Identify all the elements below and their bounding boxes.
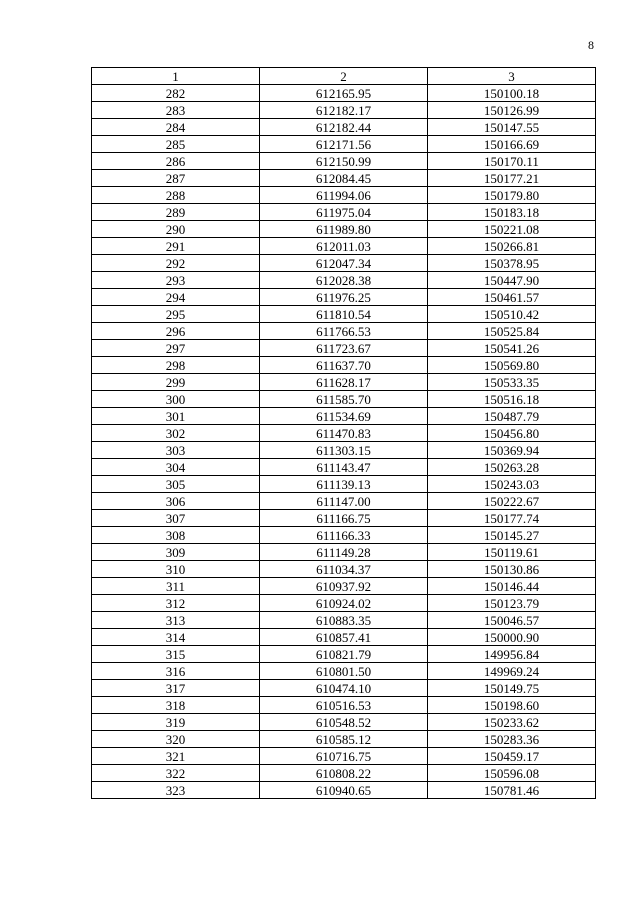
table-row — [92, 476, 596, 493]
table-cell: 150243.03 — [428, 476, 596, 493]
table-cell: 317 — [92, 680, 260, 697]
table-cell: 284 — [92, 119, 260, 136]
table-cell: 309 — [92, 544, 260, 561]
table-cell: 150170.11 — [428, 153, 596, 170]
table-cell: 150177.21 — [428, 170, 596, 187]
table-cell: 287 — [92, 170, 260, 187]
table-cell: 150456.80 — [428, 425, 596, 442]
table-cell: 612182.44 — [260, 119, 428, 136]
table-cell: 612150.99 — [260, 153, 428, 170]
table-cell: 611143.47 — [260, 459, 428, 476]
table-cell: 610585.12 — [260, 731, 428, 748]
table-cell: 299 — [92, 374, 260, 391]
table-cell: 310 — [92, 561, 260, 578]
table-row — [92, 578, 596, 595]
table-cell: 150100.18 — [428, 85, 596, 102]
table-cell: 150263.28 — [428, 459, 596, 476]
table-cell: 611994.06 — [260, 187, 428, 204]
table-cell: 612182.17 — [260, 102, 428, 119]
table-cell: 610924.02 — [260, 595, 428, 612]
table-cell: 150459.17 — [428, 748, 596, 765]
table-cell: 150119.61 — [428, 544, 596, 561]
table-cell: 611810.54 — [260, 306, 428, 323]
table-cell: 611166.33 — [260, 527, 428, 544]
table-row — [92, 459, 596, 476]
table-cell: 306 — [92, 493, 260, 510]
table-row — [92, 272, 596, 289]
table-cell: 611470.83 — [260, 425, 428, 442]
table-cell: 150378.95 — [428, 255, 596, 272]
table-cell: 150130.86 — [428, 561, 596, 578]
table-cell: 612165.95 — [260, 85, 428, 102]
table-cell: 150510.42 — [428, 306, 596, 323]
table-cell: 150179.80 — [428, 187, 596, 204]
table-cell: 150596.08 — [428, 765, 596, 782]
table-cell: 150569.80 — [428, 357, 596, 374]
table-row — [92, 221, 596, 238]
table-cell: 612171.56 — [260, 136, 428, 153]
table-row — [92, 408, 596, 425]
table-cell: 285 — [92, 136, 260, 153]
table-cell: 286 — [92, 153, 260, 170]
table-row — [92, 527, 596, 544]
column-header: 1 — [92, 68, 260, 85]
table-cell: 610857.41 — [260, 629, 428, 646]
table-cell: 150146.44 — [428, 578, 596, 595]
table-cell: 150046.57 — [428, 612, 596, 629]
table-row — [92, 493, 596, 510]
table-cell: 612047.34 — [260, 255, 428, 272]
table-cell: 150123.79 — [428, 595, 596, 612]
table-cell: 150222.67 — [428, 493, 596, 510]
table-cell: 610474.10 — [260, 680, 428, 697]
table-cell: 303 — [92, 442, 260, 459]
table-cell: 311 — [92, 578, 260, 595]
table-cell: 610808.22 — [260, 765, 428, 782]
table-cell: 312 — [92, 595, 260, 612]
table-cell: 611975.04 — [260, 204, 428, 221]
table-cell: 610937.92 — [260, 578, 428, 595]
table-row — [92, 102, 596, 119]
table-cell: 297 — [92, 340, 260, 357]
table-cell: 611166.75 — [260, 510, 428, 527]
table-row — [92, 561, 596, 578]
table-cell: 150369.94 — [428, 442, 596, 459]
table-cell: 611976.25 — [260, 289, 428, 306]
table-row — [92, 306, 596, 323]
table-row — [92, 323, 596, 340]
table-cell: 612028.38 — [260, 272, 428, 289]
table-cell: 610548.52 — [260, 714, 428, 731]
table-cell: 150147.55 — [428, 119, 596, 136]
table-cell: 611989.80 — [260, 221, 428, 238]
table-row — [92, 782, 596, 799]
table-cell: 150541.26 — [428, 340, 596, 357]
table-header-row — [92, 68, 596, 85]
table-cell: 318 — [92, 697, 260, 714]
coordinates-table — [91, 67, 596, 799]
table-cell: 611149.28 — [260, 544, 428, 561]
table-cell: 302 — [92, 425, 260, 442]
table-cell: 308 — [92, 527, 260, 544]
table-cell: 150233.62 — [428, 714, 596, 731]
table-cell: 150781.46 — [428, 782, 596, 799]
table-row — [92, 289, 596, 306]
table-cell: 316 — [92, 663, 260, 680]
table-row — [92, 595, 596, 612]
table-cell: 150487.79 — [428, 408, 596, 425]
column-header: 2 — [260, 68, 428, 85]
table-row — [92, 646, 596, 663]
table-cell: 610716.75 — [260, 748, 428, 765]
table-cell: 149956.84 — [428, 646, 596, 663]
table-row — [92, 442, 596, 459]
table-cell: 298 — [92, 357, 260, 374]
table-row — [92, 714, 596, 731]
table-cell: 313 — [92, 612, 260, 629]
table-cell: 292 — [92, 255, 260, 272]
table-cell: 610940.65 — [260, 782, 428, 799]
table-cell: 150000.90 — [428, 629, 596, 646]
table-cell: 300 — [92, 391, 260, 408]
table-cell: 305 — [92, 476, 260, 493]
table-row — [92, 544, 596, 561]
table-cell: 319 — [92, 714, 260, 731]
table-cell: 150198.60 — [428, 697, 596, 714]
table-cell: 296 — [92, 323, 260, 340]
table-row — [92, 204, 596, 221]
table-cell: 150166.69 — [428, 136, 596, 153]
table-cell: 150447.90 — [428, 272, 596, 289]
table-cell: 150266.81 — [428, 238, 596, 255]
table-cell: 150183.18 — [428, 204, 596, 221]
table-cell: 288 — [92, 187, 260, 204]
table-row — [92, 663, 596, 680]
table-cell: 282 — [92, 85, 260, 102]
table-row — [92, 748, 596, 765]
table-cell: 612084.45 — [260, 170, 428, 187]
table-cell: 321 — [92, 748, 260, 765]
table-cell: 304 — [92, 459, 260, 476]
table-cell: 314 — [92, 629, 260, 646]
table-cell: 307 — [92, 510, 260, 527]
table-row — [92, 170, 596, 187]
table-row — [92, 136, 596, 153]
table-row — [92, 255, 596, 272]
table-cell: 295 — [92, 306, 260, 323]
table-cell: 611139.13 — [260, 476, 428, 493]
column-header: 3 — [428, 68, 596, 85]
table-cell: 283 — [92, 102, 260, 119]
table-row — [92, 510, 596, 527]
table-cell: 294 — [92, 289, 260, 306]
table-row — [92, 697, 596, 714]
table-row — [92, 85, 596, 102]
table-cell: 611147.00 — [260, 493, 428, 510]
table-cell: 150126.99 — [428, 102, 596, 119]
page-number: 8 — [588, 38, 594, 52]
table-cell: 611628.17 — [260, 374, 428, 391]
table-cell: 150525.84 — [428, 323, 596, 340]
table-cell: 610883.35 — [260, 612, 428, 629]
table-body — [92, 85, 596, 799]
table-row — [92, 119, 596, 136]
table-row — [92, 391, 596, 408]
table-row — [92, 629, 596, 646]
table-cell: 301 — [92, 408, 260, 425]
table-cell: 611585.70 — [260, 391, 428, 408]
table-row — [92, 238, 596, 255]
table-row — [92, 187, 596, 204]
table-cell: 611534.69 — [260, 408, 428, 425]
table-cell: 611723.67 — [260, 340, 428, 357]
table-cell: 323 — [92, 782, 260, 799]
table-cell: 289 — [92, 204, 260, 221]
table-cell: 291 — [92, 238, 260, 255]
table-row — [92, 731, 596, 748]
table-cell: 611637.70 — [260, 357, 428, 374]
table-cell: 150283.36 — [428, 731, 596, 748]
table-cell: 611034.37 — [260, 561, 428, 578]
table-cell: 612011.03 — [260, 238, 428, 255]
table-cell: 610821.79 — [260, 646, 428, 663]
table-row — [92, 357, 596, 374]
table-cell: 322 — [92, 765, 260, 782]
table-cell: 611303.15 — [260, 442, 428, 459]
table-cell: 150145.27 — [428, 527, 596, 544]
table-cell: 150533.35 — [428, 374, 596, 391]
table-row — [92, 374, 596, 391]
table-cell: 149969.24 — [428, 663, 596, 680]
table-cell: 150177.74 — [428, 510, 596, 527]
table-row — [92, 680, 596, 697]
table-cell: 293 — [92, 272, 260, 289]
table-cell: 320 — [92, 731, 260, 748]
table-row — [92, 425, 596, 442]
table-cell: 290 — [92, 221, 260, 238]
table-cell: 150149.75 — [428, 680, 596, 697]
table-row — [92, 612, 596, 629]
table-cell: 150461.57 — [428, 289, 596, 306]
table-cell: 610516.53 — [260, 697, 428, 714]
table-cell: 610801.50 — [260, 663, 428, 680]
table-row — [92, 340, 596, 357]
table-cell: 150516.18 — [428, 391, 596, 408]
table-cell: 315 — [92, 646, 260, 663]
table-cell: 611766.53 — [260, 323, 428, 340]
table-row — [92, 153, 596, 170]
table-cell: 150221.08 — [428, 221, 596, 238]
table-row — [92, 765, 596, 782]
